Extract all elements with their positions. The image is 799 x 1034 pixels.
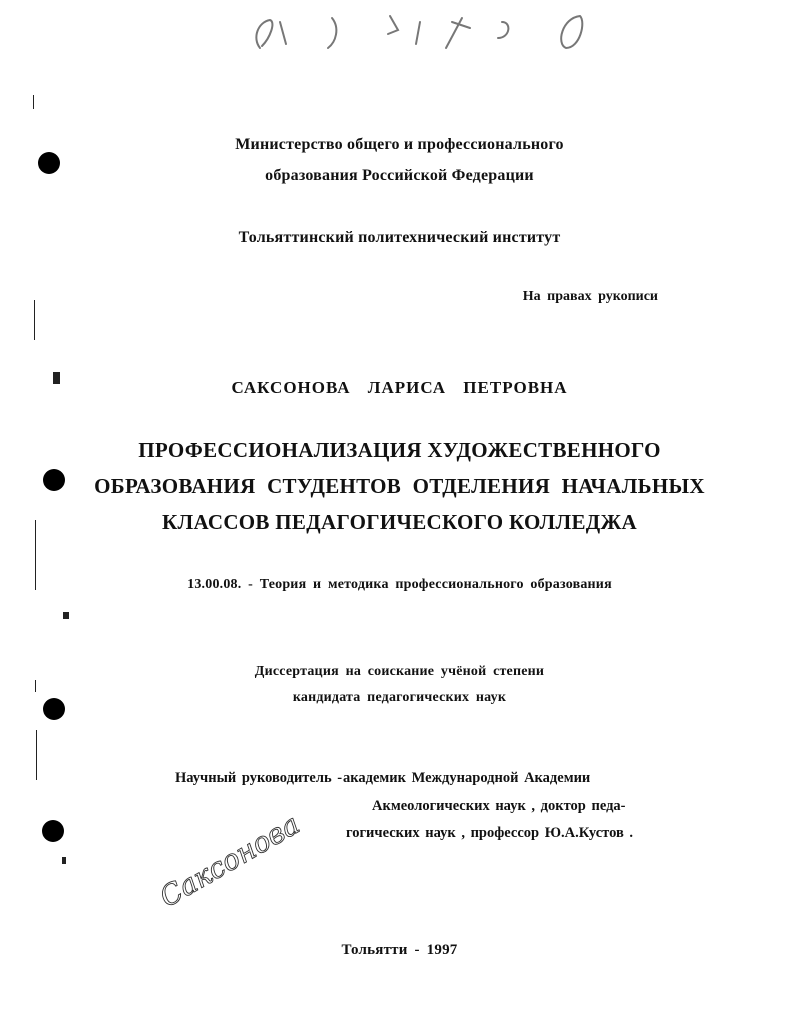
advisor-line-3: гогических наук , профессор Ю.А.Кустов .	[346, 825, 634, 841]
title-line-1: ПРОФЕССИОНАЛИЗАЦИЯ ХУДОЖЕСТВЕННОГО	[138, 438, 661, 462]
handwritten-signature	[150, 807, 306, 914]
title-line-2: ОБРАЗОВАНИЯ СТУДЕНТОВ ОТДЕЛЕНИЯ НАЧАЛЬНЫХ	[94, 474, 705, 498]
ministry-line-2: образования Российской Федерации	[265, 167, 534, 184]
author-name: САКСОНОВА ЛАРИСА ПЕТРОВНА	[231, 378, 568, 397]
margin-mark	[34, 300, 35, 340]
degree-line-1: Диссертация на соискание учёной степени	[254, 664, 545, 679]
ministry-line-1: Министерство общего и профессионального	[235, 136, 564, 153]
binding-hole-4	[42, 820, 64, 842]
title-line-3: КЛАССОВ ПЕДАГОГИЧЕСКОГО КОЛЛЕДЖА	[161, 510, 638, 534]
margin-mark	[33, 95, 34, 109]
margin-mark	[62, 857, 66, 864]
degree-line-2: кандидата педагогических наук	[292, 690, 507, 705]
margin-mark	[36, 730, 37, 780]
footer-city-year: Тольятти - 1997	[341, 942, 458, 958]
margin-mark	[63, 612, 69, 619]
handwritten-archive-number	[240, 8, 600, 58]
advisor-line-2: Акмеологических наук , доктор педа-	[372, 798, 626, 814]
advisor-label: Научный руководитель -	[175, 770, 343, 786]
institute-name: Тольяттинский политехнический институт	[238, 229, 561, 246]
manuscript-note: На правах рукописи	[522, 289, 658, 304]
specialty: 13.00.08. - Теория и методика профессионального образования	[187, 577, 612, 592]
advisor-line-1: академик Международной Академии	[343, 770, 591, 786]
signature-text: Саксонова	[153, 807, 306, 914]
